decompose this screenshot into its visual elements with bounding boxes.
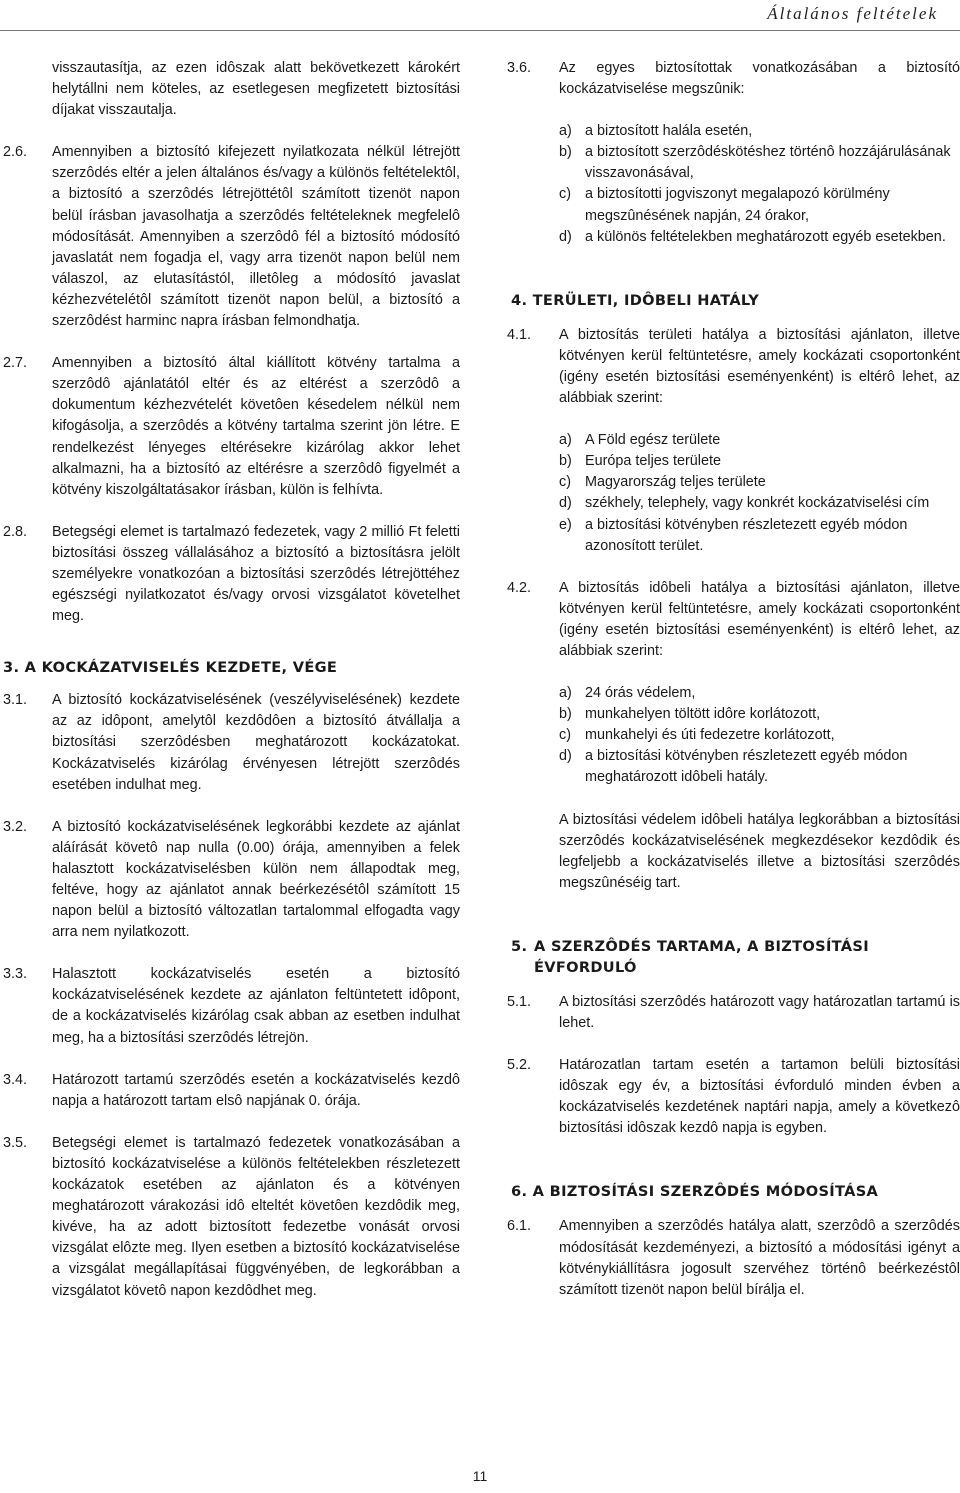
clause-number: 3.4. [3,1071,28,1088]
list-item-text: Magyarország teljes területe [585,474,766,491]
clause-text: A biztosítási szerzôdés határozott vagy határozatlan tartamú is lehet. [559,993,960,1031]
list-item [559,683,960,704]
clause-2-7 [0,353,460,501]
paragraph-2-5-continuation [0,58,460,121]
section-title-text: A SZERZÔDÉS TARTAMA, A BIZTOSÍTÁSI ÉVFORDULÓ [534,937,869,976]
list-item-text: munkahelyen töltött idôre korlátozott, [585,706,821,723]
list-item [559,227,960,248]
list-item-text: Európa teljes területe [585,453,721,470]
clause-6-1 [503,1216,960,1300]
list-item-text: a biztosított halála esetén, [585,123,753,140]
clause-3-4 [0,1070,460,1112]
clause-4-2 [503,578,960,662]
list-marker: c) [559,727,571,744]
clause-number: 2.6. [3,144,28,161]
list-3-6 [503,121,960,248]
clause-text: A biztosító kockázatviselésének (veszélyviselésének) kezdete az az idôpont, amelytôl kezdôdôen a biztosító átvállalja a biztosítási szerzôdésben meghatározott kockázatokat. Kockázatviselés kizárólag érvényesen létrejött szerzôdés esetében indulhat meg. [52,692,460,793]
clause-text: Amennyiben a biztosító által kiállított kötvény tartalma a szerzôdô ajánlatától eltér és az eltérést a szerzôdô a dokumentum kézhezvételét követôen késedelem nélkül nem kifogásolja, a szerzôdés a kötvény tartalma szerint jön létre. E rendelkezést lényeges eltérésekre kizárólag akkor lehet alkalmazni, ha a biztosító az eltérésre a szerzôdô figyelmét a kötvény kiszolgáltatásakor írásban, külön is felhívta. [52,355,460,498]
list-4-2 [503,683,960,788]
list-marker: b) [559,453,572,470]
clause-text: Betegségi elemet is tartalmazó fedezetek, vagy 2 millió Ft feletti biztosítási összeg vállalásához a biztosító a biztosításra jelölt személyekre vonatkozóan a biztosítási szerzôdés létrejöttéhez egészségi nyilatkozatot és/vagy orvosi vizsgálatot követelhet meg. [52,523,460,625]
clause-number: 4.2. [507,579,532,596]
list-item [559,451,960,472]
section-3-title: 3. A KOCKÁZATVISELÉS KEZDETE, VÉGE [3,659,338,677]
clause-text: Betegségi elemet is tartalmazó fedezetek vonatkozásában a biztosító kockázatviselése a különös feltételekben részletezett kockázatok esetében az ajánlaton és a kötvényen meghatározott várakozási idô elteltét követôen kezdôdik meg, kivéve, ha az adott biztosított fedezetbe vonását orvosi vizsgálat elôzte meg. Ilyen esetben a biztosító kockázatviselése a vizsgálat megállapításai függvényében, de legkorábban a vizsgálatot követô napon kezdôdhet meg. [52,1134,460,1299]
clause-3-1 [0,690,460,795]
list-marker: d) [559,495,572,512]
list-item [559,493,960,514]
clause-number: 3.3. [3,966,28,983]
list-item-text: a biztosított szerzôdéskötéshez történô hozzájárulásának visszavonásával, [585,144,951,182]
section-5-title [503,936,960,978]
clause-number: 3.6. [507,60,532,76]
left-column [0,58,460,1323]
list-item-text: a biztosítási kötvényben részletezett egyéb módon meghatározott idôbeli hatály. [585,748,908,786]
list-marker: d) [559,228,572,245]
clause-text: Amennyiben a biztosító kifejezett nyilatkozata nélkül létrejött szerzôdés eltér a jelen általános és/vagy a különös feltételektôl, a biztosító a szerzôdés létrejöttétôl számított tizenöt napon belül írásban javasolhatja a szerzôdés feltételeknek megfelelô módosítását. Amennyiben a szerzôdô fél a biztosító módosító javaslatát nem fogadja el, vagy arra tizenöt napon belül nem válaszol, az elutasítástól, illetôleg a módosító javaslat kézhezvételétôl számított tizenöt napon belül, a biztosító a szerzôdést harminc napra írásban felmondhatja. [52,144,460,330]
clause-number: 2.8. [3,523,28,540]
clause-number: 3.5. [3,1134,28,1151]
list-item-text: a biztosítotti jogviszonyt megalapozó körülmény megszûnésének napján, 24 órakor, [585,186,890,224]
clause-number: 3.2. [3,818,28,835]
clause-2-6 [0,142,460,332]
clause-text: Határozott tartamú szerzôdés esetén a kockázatviselés kezdô napja a határozott tartam elsô napjának 0. órája. [52,1071,460,1109]
header-title: Általános feltételek [767,4,938,23]
list-item [559,746,960,788]
clause-3-2 [0,817,460,944]
page-number: 11 [472,1468,488,1484]
clause-text: A biztosítás területi hatálya a biztosítási ajánlaton, illetve kötvényen kerül feltüntetésre, amely kockázati csoportonként (igény esetén biztosítási eseményenként) is eltérô lehet, az alábbiak szerint: [559,326,960,407]
list-item-text: a biztosítási kötvényben részletezett egyéb módon azonosított terület. [585,516,908,554]
list-marker: d) [559,748,572,765]
clause-number: 4.1. [507,326,532,343]
clause-text: Amennyiben a szerzôdés hatálya alatt, szerzôdô a szerzôdés módosítását kezdeményezi, a biztosító a módosítási igényt a kötvénykiállításra jogosult szervéhez történô beérkezéstôl számított tizenöt napon belül bírálja el. [559,1218,960,1298]
clause-text: A biztosítás idôbeli hatálya a biztosítási ajánlaton, illetve kötvényen kerül feltüntetésre, amely kockázati csoportonként (igény esetén biztosítási eseményenként) is eltérô lehet, az alábbiak szerint: [559,579,960,659]
list-item-text: 24 órás védelem, [585,685,696,702]
clause-4-2-note [503,810,960,894]
list-marker: b) [559,706,572,723]
list-item [559,121,960,142]
list-marker: a) [559,685,572,702]
list-item-text: A Föld egész területe [585,432,721,449]
section-6-title: 6. A BIZTOSÍTÁSI SZERZÔDÉS MÓDOSÍTÁSA [511,1183,879,1201]
clause-text: A biztosító kockázatviselésének legkorábbi kezdete az ajánlat aláírását követô nap nulla (0.00) órája, amennyiben a felek halasztott kockázatviselésben külön nem állapodtak meg, feltéve, hogy az ajánlatot annak beérkezésétôl számított 15 napon belül a biztosító változatlan tartalommal elfogadta vagy arra nem nyilatkozott. [52,818,460,941]
section-number: 5. [511,937,528,955]
clause-text: Az egyes biztosítottak vonatkozásában a biztosító kockázatviselése megszûnik: [559,60,960,98]
list-4-1 [503,430,960,557]
list-item [559,725,960,746]
clause-number: 2.7. [3,355,28,372]
clause-3-5 [0,1133,460,1302]
clause-3-3 [0,964,460,1048]
list-item-text: munkahelyi és úti fedezetre korlátozott, [585,727,835,744]
list-marker: b) [559,144,572,161]
list-marker: c) [559,474,571,491]
section-4-title: 4. TERÜLETI, IDÔBELI HATÁLY [511,291,760,309]
page-header [0,0,960,31]
clause-2-8 [0,522,460,627]
list-item [559,184,960,226]
list-item [559,515,960,557]
right-column [503,58,960,1322]
list-item-text: a különös feltételekben meghatározott egyéb esetekben. [585,228,946,245]
paragraph-text: A biztosítási védelem idôbeli hatálya legkorábban a biztosítási szerzôdés kockázatviselésének megkezdésekor kezdôdik és legfeljebb a kockázatviselés illetve a biztosítási szerzôdés megszûnéséig tart. [559,811,960,891]
clause-4-1 [503,325,960,409]
list-item [559,430,960,451]
clause-text: Halasztott kockázatviselés esetén a biztosító kockázatviselésének kezdete az ajánlaton feltüntetett idôpont, de a kockázatviselés kizárólag csak abban az esetben indulhat meg, ha a biztosítási szerzôdés létrejön. [52,966,460,1046]
paragraph-text: visszautasítja, az ezen idôszak alatt bekövetkezett károkért helytállni nem köteles, az esetlegesen megfizetett biztosítási díjakat visszautalja. [52,60,460,119]
list-item-text: székhely, telephely, vagy konkrét kockázatviselési cím [585,495,930,512]
list-marker: c) [559,186,571,203]
clause-5-1 [503,992,960,1034]
clause-5-2 [503,1055,960,1139]
clause-number: 3.1. [3,692,28,709]
clause-3-6 [503,58,960,100]
clause-text: Határozatlan tartam esetén a tartamon belüli biztosítási idôszak egy év, a biztosítási évforduló minden évben a kockázatviselés kezdetének naptári napja, amely a következô biztosítási idôszak kezdô napja is egyben. [559,1057,960,1137]
list-item [559,704,960,725]
list-marker: a) [559,123,572,140]
list-marker: a) [559,432,572,449]
clause-number: 6.1. [507,1218,532,1235]
list-item [559,142,960,184]
clause-number: 5.1. [507,993,532,1010]
list-item [559,472,960,493]
clause-number: 5.2. [507,1057,532,1074]
list-marker: e) [559,516,572,533]
